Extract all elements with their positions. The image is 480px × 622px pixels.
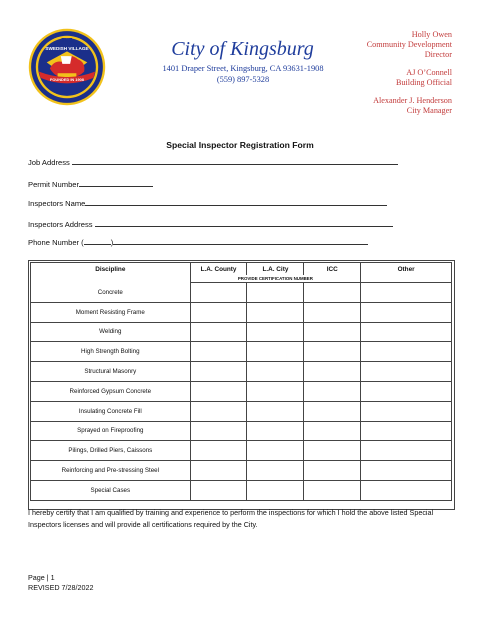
discipline-label: Welding <box>31 322 191 342</box>
table-row <box>31 342 452 362</box>
certification-number-cell[interactable] <box>304 322 361 342</box>
certification-number-cell[interactable] <box>247 283 304 303</box>
city-title: City of Kingsburg <box>171 38 314 60</box>
certification-number-cell[interactable] <box>247 342 304 362</box>
field-underline[interactable] <box>85 197 387 206</box>
field-label: Job Address <box>28 158 72 167</box>
certification-number-cell[interactable] <box>304 342 361 362</box>
certification-number-cell[interactable] <box>304 441 361 461</box>
certification-number-cell[interactable] <box>361 401 452 421</box>
certification-statement: I hereby certify that I am qualified by training and experience to perform the inspections for which I hold the above listed Special Inspectors licenses and will provide all certifications required by the City. <box>28 508 434 529</box>
staff-name: AJ O’Connell <box>406 68 452 77</box>
table-row <box>31 421 452 441</box>
certification-number-cell[interactable] <box>190 461 247 481</box>
inspectors-name-field[interactable] <box>28 197 387 208</box>
revised-date: REVISED 7/28/2022 <box>28 583 94 592</box>
certification-number-cell[interactable] <box>361 322 452 342</box>
field-label: Inspectors Name <box>28 199 86 208</box>
table-row <box>31 381 452 401</box>
permit-number-field[interactable] <box>28 178 153 189</box>
staff-title: Director <box>424 50 452 59</box>
certification-number-cell[interactable] <box>361 421 452 441</box>
certification-number-cell[interactable] <box>361 302 452 322</box>
certification-number-cell[interactable] <box>361 381 452 401</box>
certification-number-cell[interactable] <box>304 461 361 481</box>
inspectors-address-field[interactable] <box>28 218 393 229</box>
table-body <box>31 263 452 501</box>
certification-number-cell[interactable] <box>361 342 452 362</box>
staff-entry <box>332 68 452 88</box>
header-other: Other <box>361 263 452 276</box>
seal-text-village: SWEDISH VILLAGE <box>45 45 89 51</box>
certification-number-cell[interactable] <box>304 302 361 322</box>
header-icc: ICC <box>304 263 361 276</box>
certification-number-cell[interactable] <box>247 480 304 500</box>
certification-number-cell[interactable] <box>247 401 304 421</box>
staff-name: Holly Owen <box>411 30 452 39</box>
table-row <box>31 322 452 342</box>
area-code-underline[interactable] <box>84 236 111 245</box>
page-number: Page | 1 <box>28 573 55 582</box>
certification-number-cell[interactable] <box>247 322 304 342</box>
discipline-label: Concrete <box>31 283 191 303</box>
field-underline[interactable] <box>72 156 398 165</box>
discipline-label: Structural Masonry <box>31 362 191 382</box>
certification-number-cell[interactable] <box>247 362 304 382</box>
field-underline[interactable] <box>110 236 368 247</box>
job-address-field[interactable] <box>28 156 398 167</box>
staff-directory <box>332 30 452 124</box>
staff-name: Alexander J. Henderson <box>373 96 452 105</box>
address-line: 1401 Draper Street, Kingsburg, CA 93631-1908 <box>162 64 324 73</box>
discipline-label: Moment Resisting Frame <box>31 302 191 322</box>
table-row <box>31 461 452 481</box>
staff-title: Building Official <box>395 78 452 87</box>
field-label: Phone Number ( <box>28 238 84 247</box>
discipline-label: Special Cases <box>31 480 191 500</box>
certification-number-cell[interactable] <box>361 480 452 500</box>
certification-number-cell[interactable] <box>247 302 304 322</box>
phone-number-field[interactable] <box>28 236 368 247</box>
discipline-label: Pilings, Drilled Piers, Caissons <box>31 441 191 461</box>
certification-number-cell[interactable] <box>247 461 304 481</box>
form-title: Special Inspector Registration Form <box>166 140 314 150</box>
table-row <box>31 441 452 461</box>
certification-number-cell[interactable] <box>190 283 247 303</box>
field-suffix: ) <box>110 238 114 247</box>
field-label: Permit Number <box>28 180 80 189</box>
header-la-county: L.A. County <box>190 263 247 276</box>
city-seal-logo <box>28 28 106 106</box>
certification-number-cell[interactable] <box>190 421 247 441</box>
certification-number-cell[interactable] <box>304 283 361 303</box>
staff-title: City Manager <box>406 106 452 115</box>
discipline-label: Sprayed on Fireproofing <box>31 421 191 441</box>
table-header-row <box>31 263 452 276</box>
certification-number-cell[interactable] <box>304 480 361 500</box>
table-row <box>31 283 452 303</box>
certification-number-cell[interactable] <box>361 441 452 461</box>
table-row <box>31 362 452 382</box>
certification-number-cell[interactable] <box>190 342 247 362</box>
discipline-label: Reinforcing and Pre-stressing Steel <box>31 461 191 481</box>
table-row <box>31 302 452 322</box>
city-address-block <box>133 63 353 85</box>
field-label: Inspectors Address <box>28 220 95 229</box>
certification-number-cell[interactable] <box>247 381 304 401</box>
staff-entry <box>332 96 452 116</box>
field-underline[interactable] <box>79 178 153 187</box>
certification-number-cell[interactable] <box>190 381 247 401</box>
certification-number-cell[interactable] <box>304 421 361 441</box>
certification-number-cell[interactable] <box>361 283 452 303</box>
header-la-city: L.A. City <box>247 263 304 276</box>
certification-number-cell[interactable] <box>190 322 247 342</box>
certification-number-cell[interactable] <box>304 381 361 401</box>
table-row <box>31 401 452 421</box>
page-footer <box>28 573 94 593</box>
subheader-spacer <box>31 275 191 283</box>
header-discipline: Discipline <box>31 263 191 276</box>
provide-certification-number-label: PROVIDE CERTIFICATION NUMBER <box>190 275 361 283</box>
certification-number-cell[interactable] <box>247 421 304 441</box>
table-subheader-row <box>31 275 452 283</box>
certification-number-cell[interactable] <box>304 401 361 421</box>
certification-number-cell[interactable] <box>190 441 247 461</box>
table-row <box>31 480 452 500</box>
seal-text-the: THE <box>61 38 73 45</box>
inspector-certification-table <box>30 262 452 501</box>
certification-number-cell[interactable] <box>361 362 452 382</box>
certification-number-cell[interactable] <box>304 362 361 382</box>
discipline-label: Insulating Concrete Fill <box>31 401 191 421</box>
phone-line: (559) 897-5328 <box>216 75 270 84</box>
certification-number-cell[interactable] <box>247 441 304 461</box>
staff-entry <box>332 30 452 60</box>
staff-title: Community Development <box>366 40 452 49</box>
seal-text-founded: FOUNDED IN 1908 <box>50 77 84 83</box>
certification-number-cell[interactable] <box>190 401 247 421</box>
discipline-label: Reinforced Gypsum Concrete <box>31 381 191 401</box>
certification-number-cell[interactable] <box>190 302 247 322</box>
discipline-label: High Strength Bolting <box>31 342 191 362</box>
subheader-spacer <box>361 275 452 283</box>
certification-number-cell[interactable] <box>190 362 247 382</box>
certification-number-cell[interactable] <box>361 461 452 481</box>
field-underline[interactable] <box>95 218 393 227</box>
certification-number-cell[interactable] <box>190 480 247 500</box>
